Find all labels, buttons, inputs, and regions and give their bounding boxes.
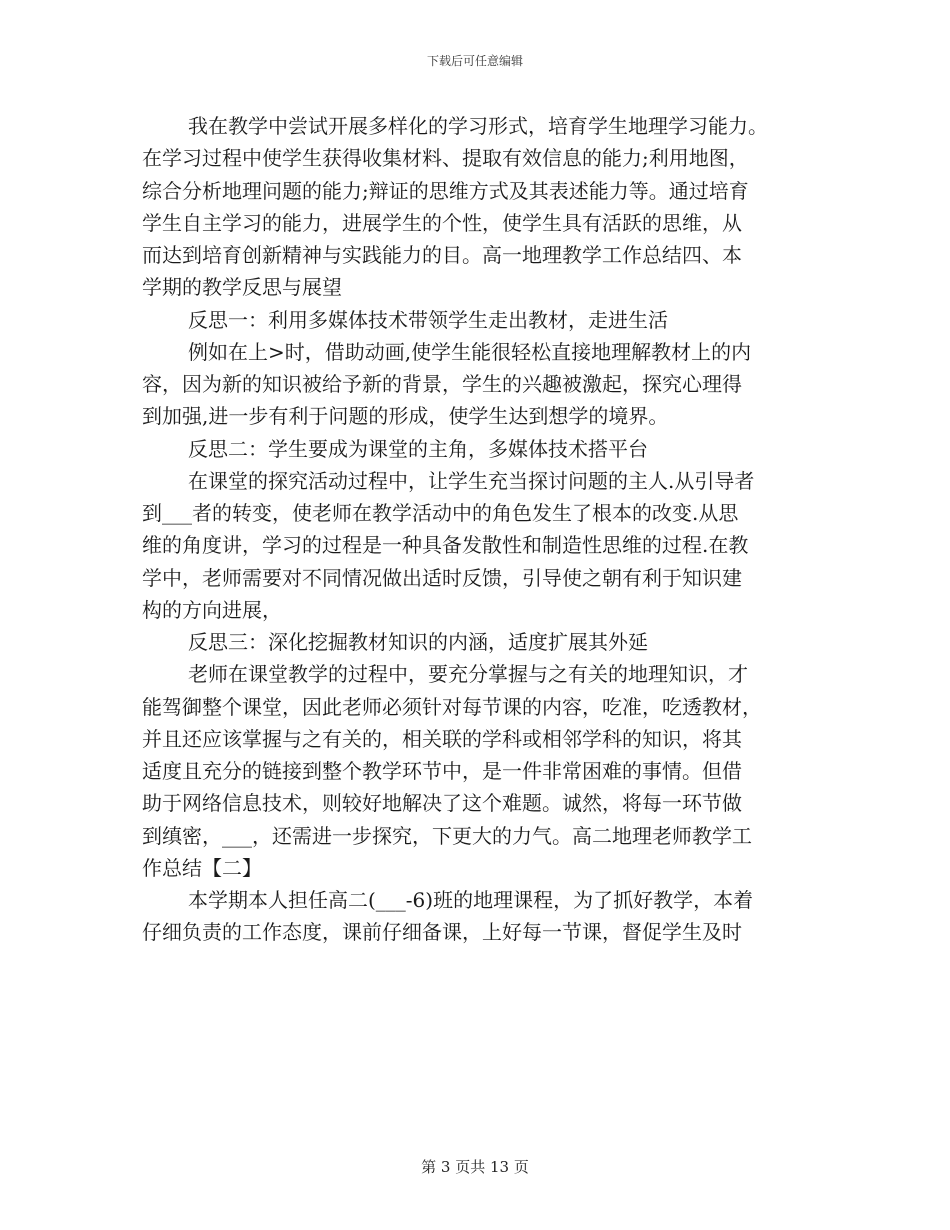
text-line: 本学期本人担任高二(___-6)班的地理课程，为了抓好教学，本着	[188, 888, 754, 912]
page-number: 第 3 页共 13 页	[421, 1158, 529, 1176]
text-line: 并且还应该掌握与之有关的，相关联的学科或相邻学科的知识，将其	[142, 726, 742, 751]
text-line: 我在教学中尝试开展多样化的学习形式，培育学生地理学习能力。	[188, 114, 768, 138]
text-line: 学中，老师需要对不同情况做出适时反馈，引导使之朝有利于知识建	[142, 565, 742, 590]
page-header: 下载后可任意编辑	[426, 54, 523, 68]
text-line: 反思二：学生要成为课堂的主角，多媒体技术搭平台	[188, 436, 648, 461]
text-line: 适度且充分的链接到整个教学环节中，是一件非常困难的事情。但借	[142, 759, 742, 783]
text-line: 到___者的转变，使老师在教学活动中的角色发生了根本的改变.从思	[142, 501, 739, 525]
text-line: 到加强,进一步有利于问题的形成，使学生达到想学的境界。	[142, 404, 669, 429]
text-line: 能驾御整个课堂，因此老师必须针对每节课的内容，吃准，吃透教材，	[142, 694, 762, 719]
text-line: 学期的教学反思与展望	[142, 275, 342, 300]
text-line: 反思三：深化挖掘教材知识的内涵，适度扩展其外延	[188, 630, 648, 654]
text-line: 仔细负责的工作态度，课前仔细备课，上好每一节课，督促学生及时	[142, 920, 742, 945]
text-line: 到缜密，___，还需进一步探究，下更大的力气。高二地理老师教学工	[142, 823, 752, 848]
text-line: 例如在上>时，借助动画,使学生能很轻松直接地理解教材上的内	[188, 339, 752, 364]
text-line: 容，因为新的知识被给予新的背景，学生的兴趣被激起，探究心理得	[142, 372, 742, 396]
text-line: 反思一：利用多媒体技术带领学生走出教材，走进生活	[188, 307, 668, 332]
text-line: 而达到培育创新精神与实践能力的目。高一地理教学工作总结四、本	[142, 243, 742, 267]
text-line: 老师在课堂教学的过程中，要充分掌握与之有关的地理知识，才	[188, 662, 748, 687]
text-line: 维的角度讲，学习的过程是一种具备发散性和制造性思维的过程.在教	[142, 533, 749, 558]
text-line: 综合分析地理问题的能力;辩证的思维方式及其表述能力等。通过培育	[142, 178, 749, 203]
text-line: 作总结【二】	[142, 855, 262, 880]
text-line: 在学习过程中使学生获得收集材料、提取有效信息的能力;利用地图，	[142, 146, 749, 171]
text-line: 在课堂的探究活动过程中，让学生充当探讨问题的主人.从引导者	[188, 468, 755, 493]
text-line: 学生自主学习的能力，进展学生的个性，使学生具有活跃的思维，从	[142, 210, 742, 235]
document-body	[142, 110, 822, 949]
text-line: 助于网络信息技术，则较好地解决了这个难题。诚然，将每一环节做	[142, 791, 742, 816]
text-line: 构的方向进展，	[142, 597, 282, 622]
